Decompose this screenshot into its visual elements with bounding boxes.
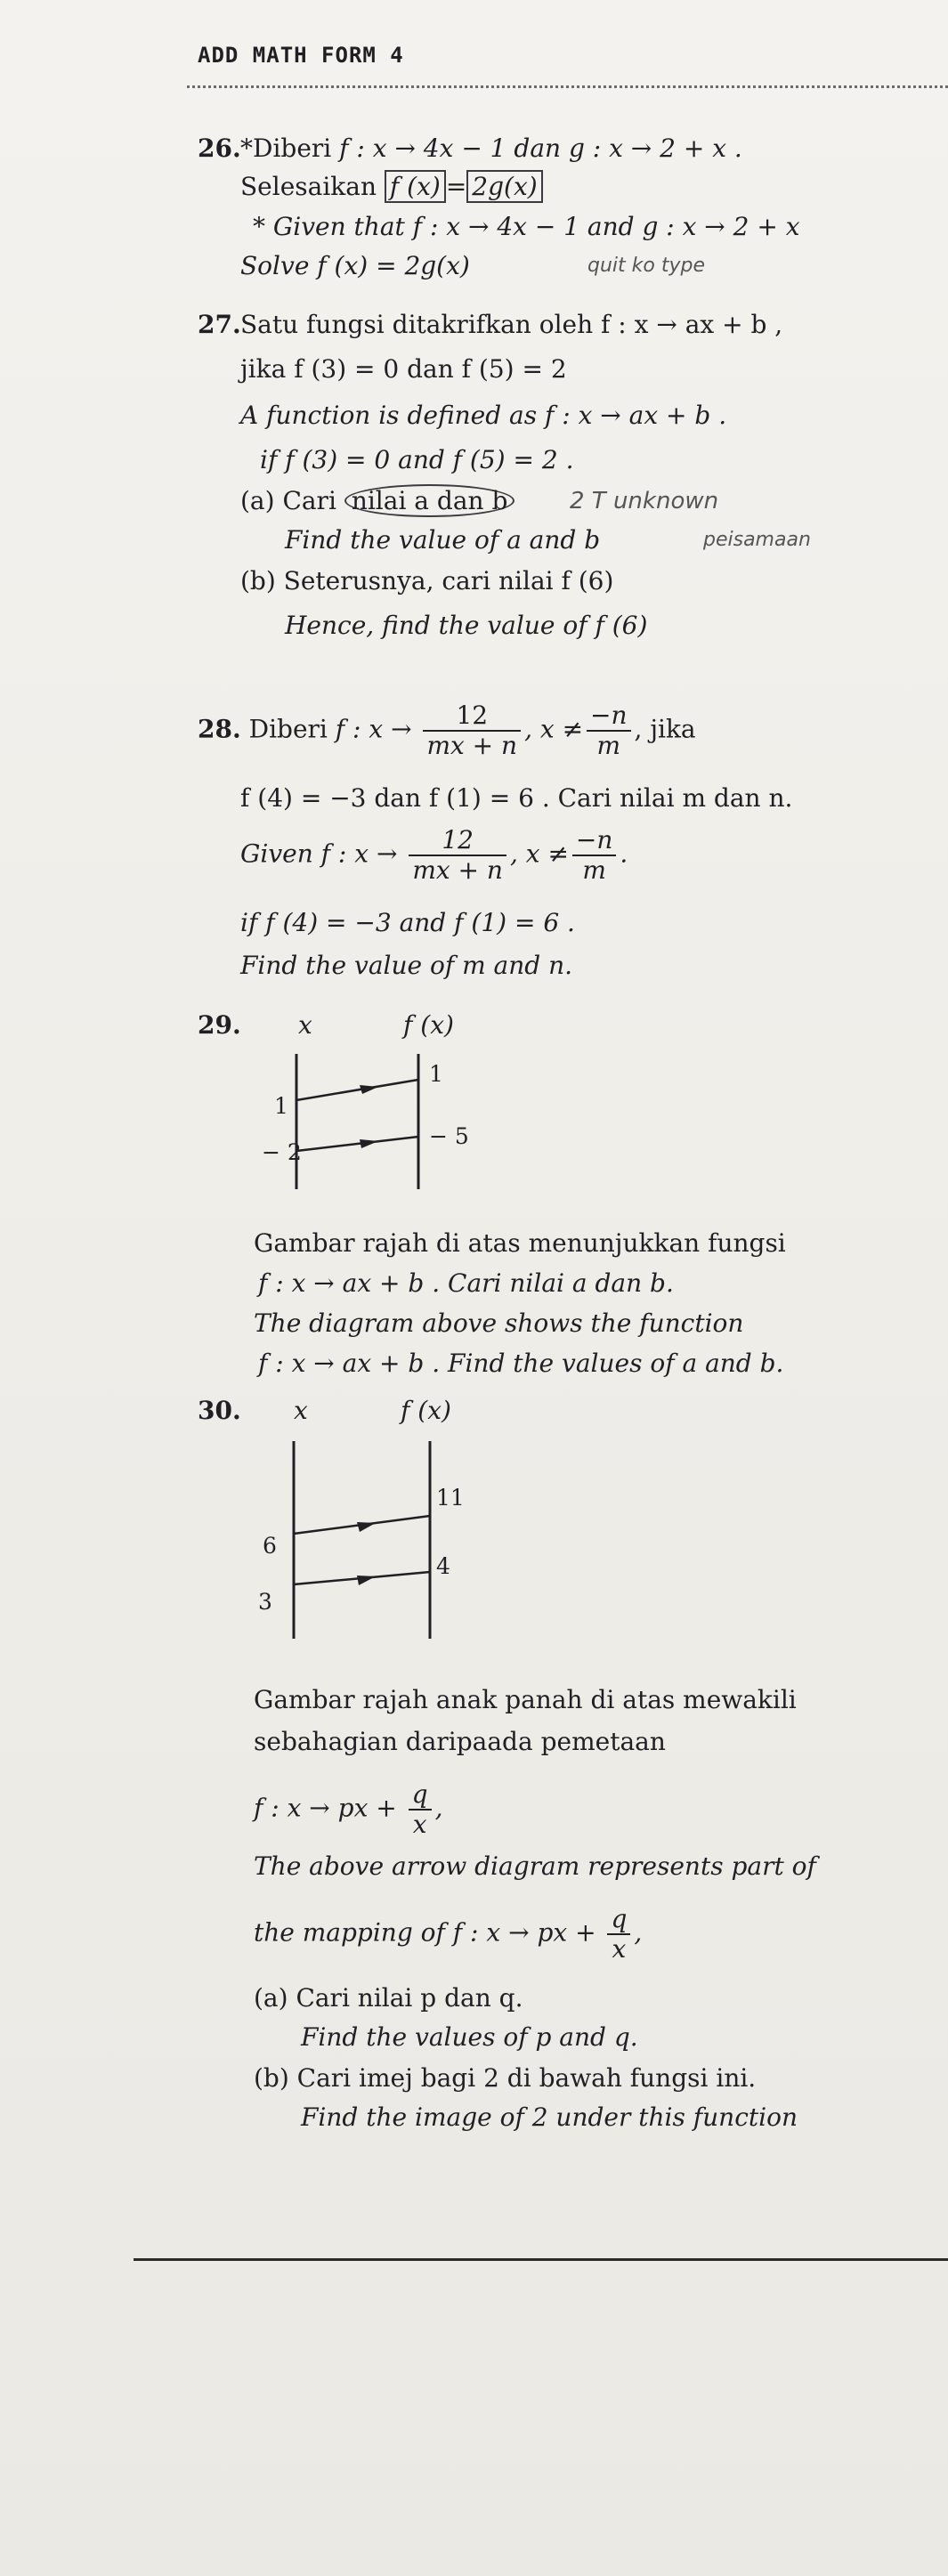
q28-en-frac-num: 12 <box>409 826 506 856</box>
q29-ms-line1: Gambar rajah di atas menunjukkan fungsi <box>254 1228 786 1258</box>
q27-number: 27. <box>198 310 241 339</box>
q26-ms-math: f : x → 4x − 1 dan g : x → 2 + x . <box>339 134 742 163</box>
q30-en-fraction <box>607 1905 630 1964</box>
q26-equals: = <box>445 172 467 201</box>
q26-handwritten-note: quit ko type <box>587 255 705 277</box>
q27-part-a-en: Find the value of a and b <box>285 525 601 555</box>
q28-en-fraction <box>409 826 506 885</box>
q29-right-val-2: − 5 <box>429 1123 469 1149</box>
q28-en-cond-num: −n <box>572 826 617 856</box>
q26-boxed-fx: f (x) <box>385 170 446 203</box>
q28-number: 28. <box>198 714 241 744</box>
q28-cond-den: m <box>596 731 621 761</box>
q29-number: 29. <box>198 1010 241 1040</box>
q26-number: 26. <box>198 134 241 163</box>
q30-part-a-en: Find the values of p and q. <box>301 2022 638 2052</box>
q30-col-fx: f (x) <box>401 1396 451 1425</box>
q27-ms-line2: jika f (3) = 0 dan f (5) = 2 <box>240 354 567 384</box>
q29-left-val-1: 1 <box>274 1093 288 1119</box>
q30-fraction <box>409 1780 432 1839</box>
q30-map-lhs: f : x → px + <box>254 1793 397 1823</box>
q28-map-lhs: f : x → <box>335 714 412 744</box>
q30-map-line <box>254 1780 442 1839</box>
q30-right-val-1: 11 <box>436 1485 465 1511</box>
q28-frac-den: mx + n <box>426 731 518 761</box>
q28-ms-prefix: Diberi <box>248 714 328 744</box>
q29-left-val-2: − 2 <box>262 1139 302 1165</box>
q30-arrowhead-2 <box>357 1576 376 1585</box>
q27-circled-phrase: nilai a dan b <box>344 484 515 517</box>
q27-en-line1: A function is defined as f : x → ax + b . <box>240 401 727 430</box>
q30-en-line2 <box>254 1905 642 1964</box>
q26-ms-line2 <box>240 172 543 201</box>
q30-number: 30. <box>198 1396 241 1425</box>
q29-col-fx: f (x) <box>403 1010 454 1040</box>
q29-en-line1: The diagram above shows the function <box>254 1308 744 1338</box>
q30-frac-den: x <box>412 1810 427 1840</box>
q27-part-a-ms <box>240 486 515 515</box>
q28-fraction <box>423 701 521 760</box>
q29-arrow-2 <box>296 1137 418 1151</box>
q29-right-val-1: 1 <box>429 1061 443 1087</box>
q30-en-frac-den: x <box>612 1934 627 1964</box>
q30-part-b-en: Find the image of 2 under this function <box>301 2102 798 2132</box>
q28-cond-num: −n <box>587 701 631 732</box>
q30-en-line1: The above arrow diagram represents part of <box>254 1851 816 1881</box>
q26-en-line2: Solve f (x) = 2g(x) <box>240 251 470 280</box>
q30-en-map-lhs: f : x → px + <box>452 1917 596 1948</box>
q30-ms-line2: sebahagian daripaada pemetaan <box>254 1727 666 1756</box>
q28-ms-line2: f (4) = −3 dan f (1) = 6 . Cari nilai m dan n. <box>240 783 793 813</box>
q30-col-x: x <box>294 1396 308 1425</box>
q28-en-prefix: Given <box>240 838 313 869</box>
q30-part-b-ms: (b) Cari imej bagi 2 di bawah fungsi ini. <box>254 2063 757 2093</box>
q30-map-tail: , <box>434 1793 443 1823</box>
q30-arrow-diagram <box>267 1438 463 1642</box>
q28-ms-suffix: , jika <box>634 714 696 744</box>
header-divider <box>187 85 948 88</box>
q30-left-val-2: 3 <box>258 1589 272 1615</box>
q30-right-val-2: 4 <box>436 1553 450 1579</box>
q27-part-b-en: Hence, find the value of f (6) <box>285 611 648 640</box>
q27-part-a-prefix: (a) Cari <box>240 486 336 515</box>
q26-en-line1: * Given that f : x → 4x − 1 and g : x → 2 + x <box>253 212 800 241</box>
q30-en-map-tail: , <box>634 1917 643 1948</box>
q28-cond-fraction <box>587 701 631 760</box>
q28-frac-num: 12 <box>423 701 521 732</box>
q26-ms-line1 <box>240 134 742 163</box>
q28-en-cond: , x ≠ <box>509 838 569 869</box>
q30-left-val-1: 6 <box>263 1533 277 1559</box>
q30-part-a-ms: (a) Cari nilai p dan q. <box>254 1983 523 2013</box>
q28-en-map-lhs: f : x → <box>320 838 398 869</box>
q28-en-line3: Find the value of m and n. <box>240 951 573 980</box>
q28-ms-line1 <box>198 701 696 760</box>
q28-cond: , x ≠ <box>524 714 584 744</box>
q30-en-line2-prefix: the mapping of <box>254 1917 445 1948</box>
q28-en-frac-den: mx + n <box>412 855 503 886</box>
q30-ms-line1: Gambar rajah anak panah di atas mewakili <box>254 1685 797 1714</box>
q27-part-b-ms: (b) Seterusnya, cari nilai f (6) <box>240 566 614 595</box>
q26-boxed-2gx: 2g(x) <box>466 170 542 203</box>
q28-en-suffix: . <box>620 838 628 869</box>
q26-ms-prefix: *Diberi <box>240 134 332 163</box>
q29-en-line2: f : x → ax + b . Find the values of a and b. <box>258 1349 784 1378</box>
q27-en-line2: if f (3) = 0 and f (5) = 2 . <box>260 445 574 474</box>
q27-handwritten-persamaan: peisamaan <box>703 529 811 551</box>
q28-en-cond-den: m <box>582 855 606 886</box>
q28-en-cond-fraction <box>572 826 617 885</box>
q27-ms-line1: Satu fungsi ditakrifkan oleh f : x → ax + b , <box>240 310 783 339</box>
q26-ms-solve: Selesaikan <box>240 172 377 201</box>
page-title: ADD MATH FORM 4 <box>198 43 404 68</box>
q28-en-line2: if f (4) = −3 and f (1) = 6 . <box>240 908 575 937</box>
q30-frac-num: q <box>409 1780 432 1810</box>
q29-col-x: x <box>298 1010 312 1040</box>
q28-en-line1 <box>240 826 628 885</box>
footer-divider <box>134 2258 948 2261</box>
q30-arrowhead-1 <box>357 1522 376 1532</box>
q30-en-frac-num: q <box>607 1905 630 1935</box>
q29-arrow-1 <box>296 1080 418 1100</box>
q27-handwritten-unknown: 2 T unknown <box>570 488 719 514</box>
q29-ms-line2: f : x → ax + b . Cari nilai a dan b. <box>258 1268 674 1298</box>
